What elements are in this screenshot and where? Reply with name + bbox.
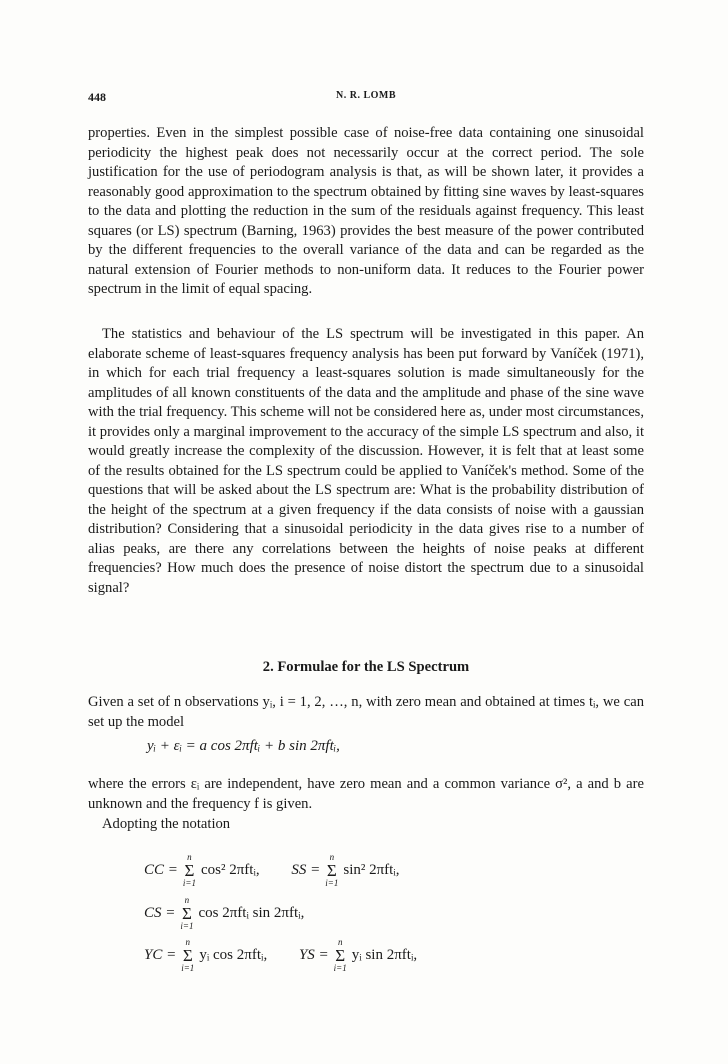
- cc-lhs: CC =: [144, 862, 178, 878]
- running-head: N. R. LOMB: [336, 90, 396, 101]
- model-equation: yᵢ + εᵢ = a cos 2πftᵢ + b sin 2πftᵢ,: [147, 738, 340, 754]
- page-header: [88, 90, 644, 108]
- yc-lhs: YC =: [144, 947, 177, 963]
- sum-upper-limit: n: [187, 852, 192, 862]
- cs-rhs: cos 2πftᵢ sin 2πftᵢ,: [198, 905, 305, 921]
- equation-cs: [144, 896, 332, 931]
- sigma-symbol: Σ: [181, 904, 192, 923]
- equation-ys: [299, 938, 417, 973]
- sum-upper-limit: n: [337, 937, 343, 947]
- sum-lower-limit: i=1: [180, 921, 194, 931]
- yc-rhs: yᵢ cos 2πftᵢ,: [199, 947, 268, 963]
- sum-upper-limit: n: [185, 937, 191, 947]
- page-number: 448: [88, 90, 106, 104]
- equation-yc-ys: [144, 938, 445, 973]
- paragraph-observations: Given a set of n observations yᵢ, i = 1, 2, …, n, with zero mean and obtained at times tᵢ, we can set up the model: [88, 694, 644, 730]
- equation-cc-ss: [144, 853, 428, 888]
- equation-cs-term: [144, 896, 304, 931]
- sum-upper-limit: n: [184, 895, 190, 905]
- sigma-symbol: Σ: [326, 861, 337, 880]
- sum-lower-limit: i=1: [325, 878, 339, 888]
- sigma-symbol: Σ: [182, 946, 193, 965]
- paragraph-notation: Adopting the notation: [102, 816, 231, 832]
- section-heading: 2. Formulae for the LS Spectrum: [262, 659, 470, 675]
- summation-sign: [334, 938, 347, 973]
- summation-sign: [180, 896, 193, 931]
- ss-lhs: SS =: [291, 862, 321, 878]
- sum-upper-limit: n: [329, 852, 335, 862]
- equation-ss: [291, 853, 399, 888]
- sigma-symbol: Σ: [335, 946, 346, 965]
- equation-cc: [144, 853, 260, 888]
- equation-yc: [144, 938, 267, 973]
- sigma-symbol: Σ: [184, 861, 195, 880]
- ys-lhs: YS =: [298, 947, 329, 963]
- summation-sign: [183, 853, 196, 888]
- cs-lhs: CS =: [144, 905, 176, 921]
- sum-lower-limit: i=1: [181, 963, 195, 973]
- paragraph-properties: properties. Even in the simplest possible case of noise-free data containing one sinusoidal periodicity the highest peak does not necessarily occur at the correct period. The sole justification for the use of periodogram analysis is that, as will be shown later, it provides a reasonably good approximation to the spectrum obtained by fitting sine waves by least-squares to the data and plotting the reduction in the sum of the residuals against frequency. This least squares (or LS) spectrum (Barning, 1963) provides the best measure of the power contributed by the different frequencies to the overall variance of the data and can be regarded as the natural extension of Fourier methods to non-uniform data. It reduces to the Fourier power spectrum in the limit of equal spacing.: [88, 125, 644, 297]
- cc-rhs: cos² 2πftᵢ,: [200, 862, 260, 878]
- summation-sign: [325, 853, 338, 888]
- sum-lower-limit: i=1: [182, 878, 196, 888]
- paragraph-statistics: The statistics and behaviour of the LS spectrum will be investigated in this paper. An elaborate scheme of least-squares frequency analysis has been put forward by Vaníček (1971), in which for each trial frequency a least-squares solution is made simultaneously for the amplitudes of all known constituents of the data and the amplitude and phase of the sine wave with the trial frequency. This scheme will not be considered here as, under most circumstances, it provides only a marginal improvement to the accuracy of the simple LS spectrum and also, it would greatly increase the complexity of the discussion. However, it is felt that at least some of the results obtained for the LS spectrum could be applied to Vaníček's method. Some of the questions that will be asked about the LS spectrum are: What is the probability distribution of the height of the spectrum at a given frequency if the data consists of noise with a gaussian distribution? Considering that a sinusoidal periodicity in the data gives rise to a number of alias peaks, are there any correlations between the heights of noise peaks at different frequencies? How much does the presence of noise distort the spectrum due to a sinusoidal signal?: [88, 326, 645, 596]
- summation-sign: [181, 938, 194, 973]
- ys-rhs: yᵢ sin 2πftᵢ,: [351, 947, 418, 963]
- sum-lower-limit: i=1: [333, 963, 347, 973]
- ss-rhs: sin² 2πftᵢ,: [343, 862, 400, 878]
- paragraph-errors: where the errors εᵢ are independent, have zero mean and a common variance σ², a and b are unknown and the frequency f is given.: [88, 776, 644, 812]
